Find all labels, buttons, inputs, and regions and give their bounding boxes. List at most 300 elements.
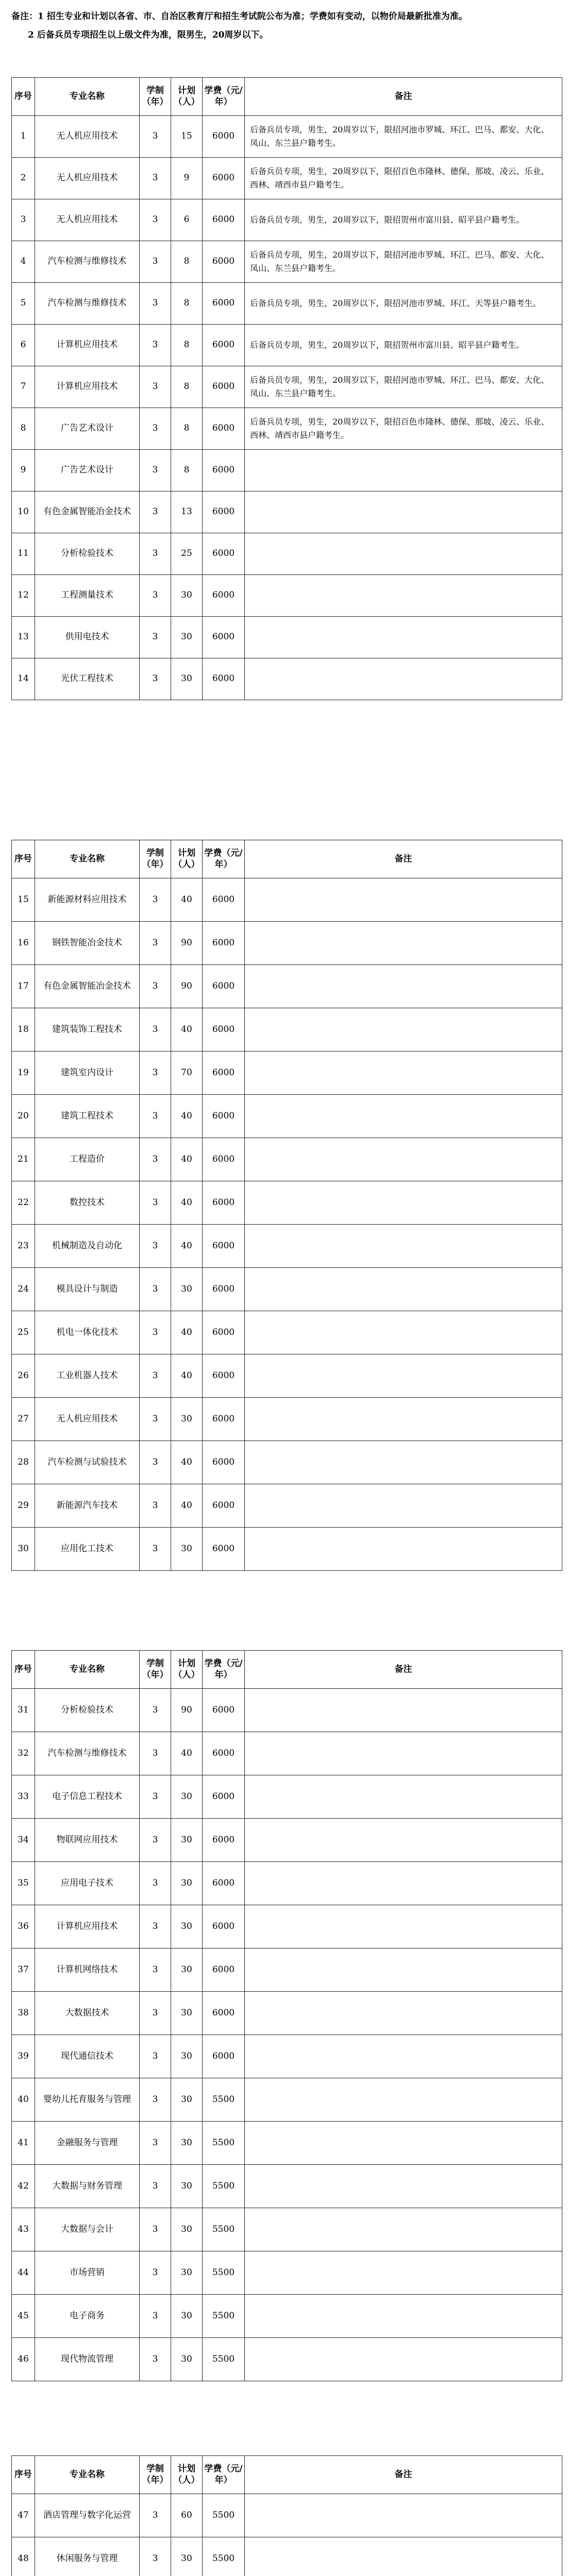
cell-name: 金融服务与管理	[35, 2122, 140, 2165]
cell-plan: 60	[171, 2494, 203, 2537]
table-row	[12, 533, 562, 575]
table-row	[12, 1732, 562, 1775]
cell-fee: 6000	[203, 450, 245, 492]
cell-fee: 6000	[203, 116, 245, 158]
cell-fee: 6000	[203, 199, 245, 241]
cell-fee: 5500	[203, 2251, 245, 2295]
cell-plan: 90	[171, 1689, 203, 1732]
cell-remark: 后备兵员专项，男生，20周岁以下，限招河池市罗城、环江、天等县户籍考生。	[245, 283, 562, 325]
cell-remark	[245, 2251, 562, 2295]
table-row	[12, 2251, 562, 2295]
cell-no: 20	[12, 1095, 35, 1138]
cell-remark	[245, 2338, 562, 2381]
cell-remark: 后备兵员专项，男生，20周岁以下，限招河池市罗城、环江、巴马、都安、大化、凤山、东兰县户籍考生。	[245, 116, 562, 158]
cell-fee: 5500	[203, 2338, 245, 2381]
cell-plan: 90	[171, 922, 203, 965]
cell-plan: 30	[171, 2078, 203, 2122]
cell-remark	[245, 1775, 562, 1819]
table-row	[12, 1775, 562, 1819]
cell-name: 工业机器人技术	[35, 1354, 140, 1398]
cell-system: 3	[140, 1862, 171, 1905]
cell-fee: 6000	[203, 158, 245, 199]
cell-name: 分析检验技术	[35, 533, 140, 575]
cell-no: 4	[12, 241, 35, 283]
cell-name: 机械制造及自动化	[35, 1225, 140, 1268]
cell-remark	[245, 922, 562, 965]
table-row	[12, 878, 562, 922]
cell-name: 建筑室内设计	[35, 1052, 140, 1095]
cell-system: 3	[140, 1268, 171, 1311]
col-header-remark: 备注	[245, 840, 562, 878]
cell-plan: 30	[171, 2537, 203, 2576]
cell-remark	[245, 1905, 562, 1948]
cell-fee: 6000	[203, 965, 245, 1008]
cell-name: 大数据与会计	[35, 2208, 140, 2251]
cell-remark: 后备兵员专项，男生，20周岁以下，限招贺州市富川县、昭平县户籍考生。	[245, 325, 562, 366]
table-row	[12, 1354, 562, 1398]
cell-system: 3	[140, 1905, 171, 1948]
cell-remark	[245, 2208, 562, 2251]
cell-fee: 6000	[203, 1948, 245, 1992]
col-header-system: 学制（年）	[140, 78, 171, 116]
cell-fee: 6000	[203, 533, 245, 575]
cell-name: 汽车检测与维修技术	[35, 283, 140, 325]
table-row	[12, 2035, 562, 2078]
cell-fee: 5500	[203, 2208, 245, 2251]
cell-plan: 30	[171, 617, 203, 658]
table-row	[12, 408, 562, 450]
cell-fee: 6000	[203, 1819, 245, 1862]
cell-plan: 30	[171, 1862, 203, 1905]
cell-remark	[245, 1268, 562, 1311]
cell-name: 工程测量技术	[35, 575, 140, 617]
cell-name: 计算机应用技术	[35, 366, 140, 408]
cell-name: 钢铁智能冶金技术	[35, 922, 140, 965]
cell-plan: 30	[171, 2295, 203, 2338]
cell-remark	[245, 1689, 562, 1732]
cell-name: 工程造价	[35, 1138, 140, 1181]
cell-no: 16	[12, 922, 35, 965]
notes	[11, 7, 553, 44]
col-header-plan: 计划（人）	[171, 78, 203, 116]
cell-fee: 6000	[203, 658, 245, 700]
cell-name: 汽车检测与维修技术	[35, 1732, 140, 1775]
cell-system: 3	[140, 1948, 171, 1992]
col-header-fee: 学费（元/年）	[203, 840, 245, 878]
cell-name: 建筑装饰工程技术	[35, 1008, 140, 1052]
cell-no: 48	[12, 2537, 35, 2576]
cell-no: 26	[12, 1354, 35, 1398]
cell-fee: 5500	[203, 2295, 245, 2338]
cell-plan: 30	[171, 658, 203, 700]
cell-plan: 15	[171, 116, 203, 158]
table-row	[12, 965, 562, 1008]
cell-no: 33	[12, 1775, 35, 1819]
cell-plan: 40	[171, 1732, 203, 1775]
col-header-system: 学制（年）	[140, 2456, 171, 2494]
cell-plan: 30	[171, 1398, 203, 1441]
col-header-remark: 备注	[245, 78, 562, 116]
col-header-name: 专业名称	[35, 1651, 140, 1689]
cell-remark	[245, 1095, 562, 1138]
cell-system: 3	[140, 116, 171, 158]
cell-system: 3	[140, 450, 171, 492]
table-row	[12, 1948, 562, 1992]
cell-remark	[245, 1398, 562, 1441]
cell-name: 汽车检测与试验技术	[35, 1441, 140, 1484]
cell-no: 40	[12, 2078, 35, 2122]
cell-fee: 6000	[203, 1992, 245, 2035]
cell-no: 24	[12, 1268, 35, 1311]
cell-plan: 30	[171, 2035, 203, 2078]
cell-no: 19	[12, 1052, 35, 1095]
cell-plan: 13	[171, 492, 203, 533]
cell-plan: 30	[171, 2208, 203, 2251]
col-header-plan: 计划（人）	[171, 2456, 203, 2494]
cell-name: 大数据与财务管理	[35, 2165, 140, 2208]
header-row	[12, 840, 562, 878]
cell-no: 7	[12, 366, 35, 408]
cell-no: 38	[12, 1992, 35, 2035]
col-header-system: 学制（年）	[140, 840, 171, 878]
cell-fee: 6000	[203, 1689, 245, 1732]
cell-remark: 后备兵员专项，男生，20周岁以下，限招贺州市富川县、昭平县户籍考生。	[245, 199, 562, 241]
cell-fee: 6000	[203, 325, 245, 366]
table-row	[12, 241, 562, 283]
cell-system: 3	[140, 1992, 171, 2035]
cell-system: 3	[140, 965, 171, 1008]
cell-no: 47	[12, 2494, 35, 2537]
cell-no: 21	[12, 1138, 35, 1181]
cell-fee: 6000	[203, 283, 245, 325]
cell-system: 3	[140, 1008, 171, 1052]
table-row	[12, 2338, 562, 2381]
cell-fee: 6000	[203, 1181, 245, 1225]
enrollment-table-2	[11, 840, 562, 1571]
cell-fee: 6000	[203, 1095, 245, 1138]
cell-no: 44	[12, 2251, 35, 2295]
table-row	[12, 2165, 562, 2208]
cell-name: 无人机应用技术	[35, 116, 140, 158]
cell-no: 25	[12, 1311, 35, 1354]
table-row	[12, 1008, 562, 1052]
cell-name: 建筑工程技术	[35, 1095, 140, 1138]
header-row	[12, 1651, 562, 1689]
cell-plan: 30	[171, 1775, 203, 1819]
cell-system: 3	[140, 1441, 171, 1484]
cell-no: 46	[12, 2338, 35, 2381]
cell-name: 供用电技术	[35, 617, 140, 658]
table-row	[12, 1528, 562, 1571]
cell-name: 机电一体化技术	[35, 1311, 140, 1354]
cell-remark	[245, 878, 562, 922]
cell-plan: 8	[171, 366, 203, 408]
cell-name: 光伏工程技术	[35, 658, 140, 700]
cell-plan: 30	[171, 575, 203, 617]
table-row	[12, 1862, 562, 1905]
cell-no: 28	[12, 1441, 35, 1484]
cell-remark	[245, 1948, 562, 1992]
table-row	[12, 492, 562, 533]
header-row	[12, 78, 562, 116]
cell-plan: 30	[171, 1268, 203, 1311]
cell-system: 3	[140, 2295, 171, 2338]
cell-remark	[245, 2122, 562, 2165]
table-row	[12, 2078, 562, 2122]
cell-name: 无人机应用技术	[35, 1398, 140, 1441]
cell-no: 15	[12, 878, 35, 922]
cell-remark	[245, 1484, 562, 1528]
cell-fee: 5500	[203, 2537, 245, 2576]
cell-name: 模具设计与制造	[35, 1268, 140, 1311]
cell-no: 39	[12, 2035, 35, 2078]
table-row	[12, 2494, 562, 2537]
cell-no: 37	[12, 1948, 35, 1992]
cell-name: 无人机应用技术	[35, 158, 140, 199]
cell-name: 现代通信技术	[35, 2035, 140, 2078]
cell-no: 32	[12, 1732, 35, 1775]
cell-no: 12	[12, 575, 35, 617]
cell-system: 3	[140, 1181, 171, 1225]
cell-name: 休闲服务与管理	[35, 2537, 140, 2576]
cell-plan: 40	[171, 1138, 203, 1181]
cell-remark	[245, 1181, 562, 1225]
cell-plan: 40	[171, 1484, 203, 1528]
cell-plan: 30	[171, 1948, 203, 1992]
cell-no: 6	[12, 325, 35, 366]
cell-plan: 25	[171, 533, 203, 575]
table-row	[12, 922, 562, 965]
cell-fee: 6000	[203, 1311, 245, 1354]
cell-plan: 30	[171, 1905, 203, 1948]
table-row	[12, 2295, 562, 2338]
cell-fee: 6000	[203, 1138, 245, 1181]
cell-no: 42	[12, 2165, 35, 2208]
cell-fee: 6000	[203, 366, 245, 408]
cell-no: 14	[12, 658, 35, 700]
cell-fee: 5500	[203, 2165, 245, 2208]
cell-remark	[245, 575, 562, 617]
cell-name: 无人机应用技术	[35, 199, 140, 241]
cell-system: 3	[140, 1732, 171, 1775]
col-header-no: 序号	[12, 2456, 35, 2494]
cell-remark	[245, 1052, 562, 1095]
cell-fee: 6000	[203, 1775, 245, 1819]
cell-system: 3	[140, 1138, 171, 1181]
col-header-remark: 备注	[245, 2456, 562, 2494]
cell-system: 3	[140, 2208, 171, 2251]
table-row	[12, 158, 562, 199]
cell-system: 3	[140, 1398, 171, 1441]
cell-fee: 6000	[203, 922, 245, 965]
cell-no: 10	[12, 492, 35, 533]
cell-name: 大数据技术	[35, 1992, 140, 2035]
table-row	[12, 1311, 562, 1354]
table-row	[12, 283, 562, 325]
cell-name: 广告艺术设计	[35, 450, 140, 492]
cell-fee: 6000	[203, 1862, 245, 1905]
cell-no: 11	[12, 533, 35, 575]
cell-no: 34	[12, 1819, 35, 1862]
table-row	[12, 366, 562, 408]
enrollment-table-3	[11, 1650, 562, 2381]
cell-system: 3	[140, 2494, 171, 2537]
cell-remark	[245, 2035, 562, 2078]
cell-remark	[245, 1008, 562, 1052]
cell-remark	[245, 2078, 562, 2122]
col-header-plan: 计划（人）	[171, 840, 203, 878]
col-header-no: 序号	[12, 1651, 35, 1689]
cell-plan: 8	[171, 241, 203, 283]
cell-fee: 6000	[203, 1398, 245, 1441]
table-row	[12, 450, 562, 492]
table-row	[12, 1268, 562, 1311]
table-row	[12, 1181, 562, 1225]
enrollment-table-4	[11, 2455, 562, 2576]
table-row	[12, 2537, 562, 2576]
cell-system: 3	[140, 2035, 171, 2078]
cell-name: 计算机网络技术	[35, 1948, 140, 1992]
cell-remark	[245, 2295, 562, 2338]
cell-remark	[245, 617, 562, 658]
cell-remark: 后备兵员专项，男生，20周岁以下，限招河池市罗城、环江、巴马、都安、大化、凤山、东兰县户籍考生。	[245, 366, 562, 408]
table-row	[12, 1138, 562, 1181]
table-row	[12, 575, 562, 617]
cell-remark	[245, 1441, 562, 1484]
cell-fee: 6000	[203, 1905, 245, 1948]
cell-remark	[245, 1992, 562, 2035]
table-row	[12, 116, 562, 158]
cell-name: 计算机应用技术	[35, 325, 140, 366]
cell-name: 新能源材料应用技术	[35, 878, 140, 922]
cell-system: 3	[140, 1484, 171, 1528]
cell-name: 分析检验技术	[35, 1689, 140, 1732]
cell-no: 18	[12, 1008, 35, 1052]
cell-fee: 6000	[203, 2035, 245, 2078]
col-header-fee: 学费（元/年）	[203, 2456, 245, 2494]
col-header-system: 学制（年）	[140, 1651, 171, 1689]
cell-remark: 后备兵员专项，男生，20周岁以下，限招百色市隆林、德保、那坡、凌云、乐业、西林、靖西市县户籍考生。	[245, 158, 562, 199]
cell-system: 3	[140, 575, 171, 617]
cell-no: 5	[12, 283, 35, 325]
cell-remark	[245, 1528, 562, 1571]
cell-remark	[245, 1732, 562, 1775]
cell-name: 数控技术	[35, 1181, 140, 1225]
cell-fee: 6000	[203, 1225, 245, 1268]
table-row	[12, 1819, 562, 1862]
col-header-name: 专业名称	[35, 78, 140, 116]
cell-name: 婴幼儿托育服务与管理	[35, 2078, 140, 2122]
cell-system: 3	[140, 658, 171, 700]
cell-system: 3	[140, 2078, 171, 2122]
cell-fee: 6000	[203, 1732, 245, 1775]
cell-no: 36	[12, 1905, 35, 1948]
cell-remark: 后备兵员专项，男生，20周岁以下，限招河池市罗城、环江、巴马、都安、大化、凤山、东兰县户籍考生。	[245, 241, 562, 283]
cell-plan: 8	[171, 450, 203, 492]
cell-fee: 6000	[203, 575, 245, 617]
cell-system: 3	[140, 1354, 171, 1398]
cell-system: 3	[140, 492, 171, 533]
cell-name: 广告艺术设计	[35, 408, 140, 450]
cell-remark	[245, 1354, 562, 1398]
table-row	[12, 1689, 562, 1732]
cell-remark	[245, 658, 562, 700]
cell-no: 27	[12, 1398, 35, 1441]
cell-plan: 30	[171, 2122, 203, 2165]
col-header-plan: 计划（人）	[171, 1651, 203, 1689]
cell-system: 3	[140, 1311, 171, 1354]
cell-no: 17	[12, 965, 35, 1008]
cell-plan: 40	[171, 1225, 203, 1268]
cell-no: 35	[12, 1862, 35, 1905]
cell-plan: 8	[171, 408, 203, 450]
cell-plan: 30	[171, 1992, 203, 2035]
cell-remark	[245, 965, 562, 1008]
cell-system: 3	[140, 283, 171, 325]
cell-no: 23	[12, 1225, 35, 1268]
cell-name: 酒店管理与数字化运营	[35, 2494, 140, 2537]
cell-plan: 90	[171, 965, 203, 1008]
note-1: 备注：1 招生专业和计划以各省、市、自治区教育厅和招生考试院公布为准；学费如有变动，以物价局最新批准为准。	[11, 11, 467, 22]
cell-no: 13	[12, 617, 35, 658]
cell-remark	[245, 1138, 562, 1181]
cell-fee: 6000	[203, 1268, 245, 1311]
cell-system: 3	[140, 1095, 171, 1138]
cell-plan: 30	[171, 2251, 203, 2295]
cell-name: 电子商务	[35, 2295, 140, 2338]
table-row	[12, 199, 562, 241]
cell-no: 43	[12, 2208, 35, 2251]
cell-plan: 30	[171, 2165, 203, 2208]
cell-system: 3	[140, 1819, 171, 1862]
cell-no: 9	[12, 450, 35, 492]
cell-fee: 5500	[203, 2122, 245, 2165]
cell-name: 应用化工技术	[35, 1528, 140, 1571]
cell-no: 31	[12, 1689, 35, 1732]
cell-remark	[245, 533, 562, 575]
cell-system: 3	[140, 1689, 171, 1732]
col-header-name: 专业名称	[35, 2456, 140, 2494]
cell-system: 3	[140, 199, 171, 241]
col-header-no: 序号	[12, 840, 35, 878]
cell-plan: 40	[171, 1095, 203, 1138]
cell-system: 3	[140, 2165, 171, 2208]
cell-fee: 6000	[203, 1484, 245, 1528]
header-row	[12, 2456, 562, 2494]
cell-no: 29	[12, 1484, 35, 1528]
table-row	[12, 2122, 562, 2165]
cell-name: 市场营销	[35, 2251, 140, 2295]
cell-name: 有色金属智能冶金技术	[35, 965, 140, 1008]
cell-remark	[245, 1311, 562, 1354]
cell-plan: 40	[171, 1441, 203, 1484]
cell-remark: 后备兵员专项，男生，20周岁以下，限招百色市隆林、德保、那坡、凌云、乐业、西林、靖西市县户籍考生。	[245, 408, 562, 450]
cell-system: 3	[140, 1225, 171, 1268]
cell-remark	[245, 1819, 562, 1862]
cell-remark	[245, 450, 562, 492]
cell-fee: 6000	[203, 492, 245, 533]
cell-system: 3	[140, 922, 171, 965]
cell-name: 应用电子技术	[35, 1862, 140, 1905]
table-row	[12, 1905, 562, 1948]
cell-fee: 6000	[203, 878, 245, 922]
cell-fee: 6000	[203, 617, 245, 658]
cell-plan: 30	[171, 1528, 203, 1571]
cell-system: 3	[140, 878, 171, 922]
cell-name: 有色金属智能冶金技术	[35, 492, 140, 533]
cell-fee: 6000	[203, 1008, 245, 1052]
cell-name: 电子信息工程技术	[35, 1775, 140, 1819]
